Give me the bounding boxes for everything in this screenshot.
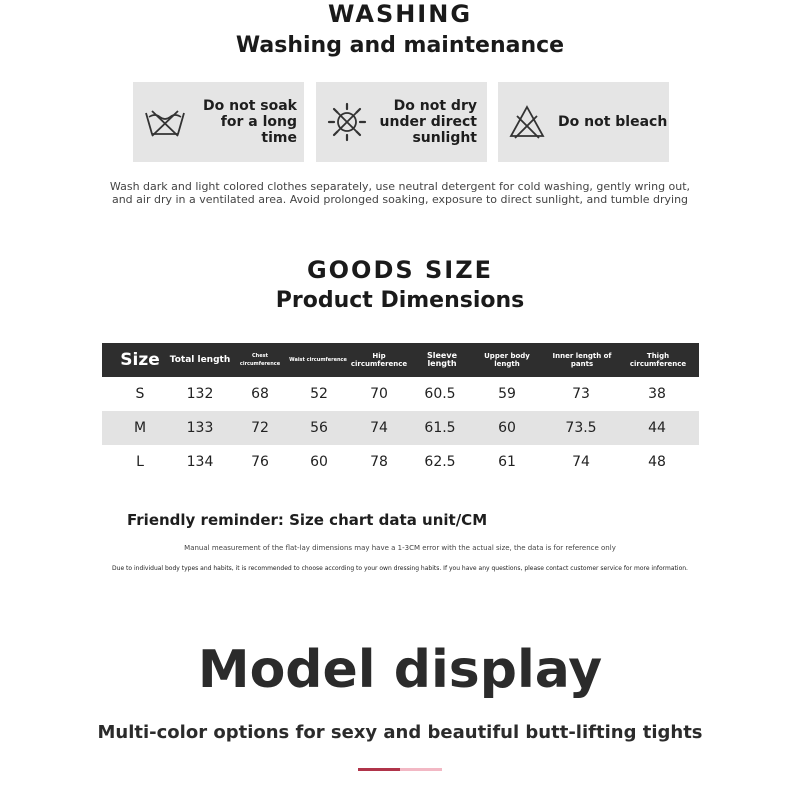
- table-row-l: [102, 445, 699, 479]
- accent-divider: [358, 768, 442, 771]
- cell: 132: [186, 386, 214, 402]
- measurement-note: Manual measurement of the flat-lay dimensions may have a 1-3CM error with the actual size, the data is for reference only: [184, 544, 616, 552]
- header-hip: Hip circumference: [350, 352, 408, 368]
- cell: 73.5: [565, 420, 597, 436]
- care-text: Do not dry under direct sunlight: [379, 98, 477, 146]
- no-bleach-icon: [508, 104, 546, 140]
- cell: 76: [251, 454, 269, 470]
- cell: 73: [572, 386, 590, 402]
- goods-size-subtitle: Product Dimensions: [275, 288, 525, 313]
- cell: 38: [648, 386, 666, 402]
- header-chest: Chest circumference: [239, 353, 281, 367]
- goods-size-title: GOODS SIZE: [306, 256, 494, 284]
- header-upper-body: Upper body length: [484, 352, 530, 368]
- care-text: Do not soak for a long time: [203, 98, 297, 146]
- table-row-m: [102, 411, 699, 445]
- care-instructions: [133, 82, 669, 162]
- cell: 61: [498, 454, 516, 470]
- cell: 133: [186, 420, 214, 436]
- cell: 59: [498, 386, 516, 402]
- header-sleeve: Sleeve length: [427, 351, 457, 368]
- header-waist: Waist circumference: [289, 357, 347, 363]
- cell: 70: [370, 386, 388, 402]
- cell: 60: [498, 420, 516, 436]
- model-display-title: Model display: [197, 640, 603, 700]
- care-card-no-bleach: [498, 82, 669, 162]
- cell: 60.5: [424, 386, 456, 402]
- cell: 62.5: [424, 454, 456, 470]
- cell: 74: [572, 454, 590, 470]
- cell: 78: [370, 454, 388, 470]
- cell: 134: [186, 454, 214, 470]
- size-unit-reminder: Friendly reminder: Size chart data unit/CM: [127, 511, 488, 529]
- care-card-no-sun-dry: [316, 82, 487, 162]
- care-text: Do not bleach: [558, 114, 668, 130]
- cell: 60: [310, 454, 328, 470]
- cell: 68: [251, 386, 269, 402]
- no-sun-dry-icon: [326, 101, 368, 143]
- header-total-length: Total length: [169, 355, 231, 365]
- cell: S: [135, 386, 145, 402]
- cell: 74: [370, 420, 388, 436]
- cell: 61.5: [424, 420, 456, 436]
- cell: 52: [310, 386, 328, 402]
- cell: 56: [310, 420, 328, 436]
- washing-subtitle: Washing and maintenance: [235, 33, 565, 58]
- header-thigh: Thigh circumference: [629, 352, 687, 368]
- fit-advice-note: Due to individual body types and habits, it is recommended to choose according to your own dressing habits. If you have any questions, please contact customer service for more information.: [112, 565, 688, 572]
- washing-description: Wash dark and light colored clothes separately, use neutral detergent for cold washing, gently wring out, and air dry in a ventilated area. Avoid prolonged soaking, exposure to direct sunlight, and tumble drying: [109, 180, 691, 206]
- table-header: [102, 343, 699, 377]
- cell: M: [133, 420, 147, 436]
- model-display-subtitle: Multi-color options for sexy and beautiful butt-lifting tights: [97, 722, 703, 743]
- header-inner-length: Inner length of pants: [552, 352, 612, 368]
- cell: 72: [251, 420, 269, 436]
- cell: 44: [648, 420, 666, 436]
- washing-title: WASHING: [327, 0, 473, 28]
- header-size: Size: [120, 350, 160, 370]
- cell: 48: [648, 454, 666, 470]
- care-card-no-soak: [133, 82, 304, 162]
- table-row-s: [102, 377, 699, 411]
- no-soak-icon: [143, 106, 187, 138]
- size-table: [102, 343, 699, 479]
- cell: L: [136, 454, 144, 470]
